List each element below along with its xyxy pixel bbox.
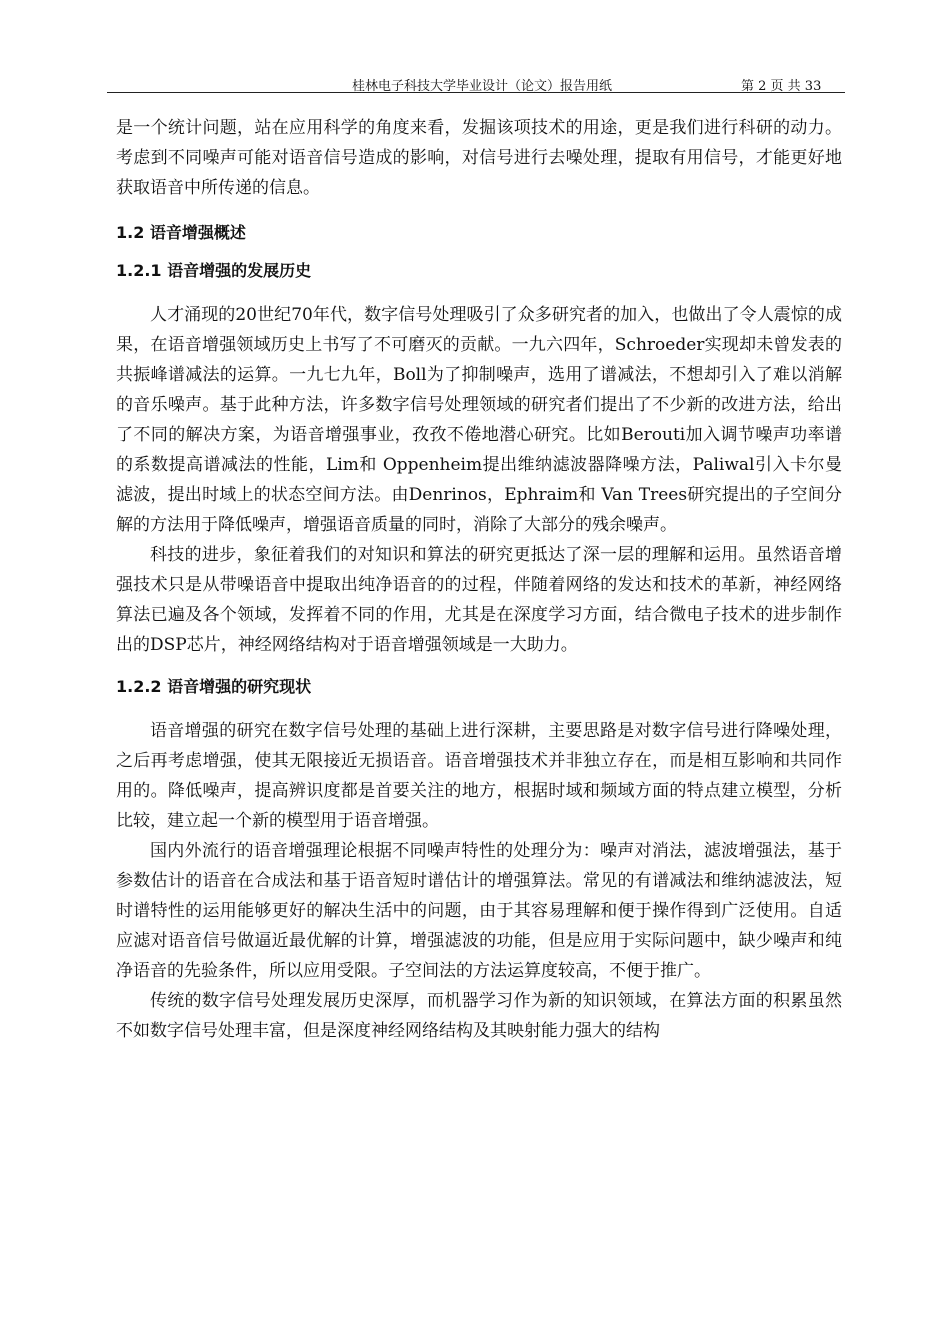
- paragraph-status-2: 国内外流行的语音增强理论根据不同噪声特性的处理分为：噪声对消法，滤波增强法，基于参数估计的语音在合成法和基于语音短时谱估计的增强算法。常见的有谱减法和维纳滤波法，短时谱特性的运用能够更好的解决生活中的问题，由于其容易理解和便于操作得到广泛使用。自适应滤对语音信号做逼近最优解的计算，增强滤波的功能，但是应用于实际问题中，缺少噪声和纯净语音的先验条件，所以应用受限。子空间法的方法运算度较高，不便于推广。: [116, 841, 842, 981]
- paragraph-history-1: 人才涌现的20世纪70年代，数字信号处理吸引了众多研究者的加入，也做出了令人震惊的成果，在语音增强领域历史上书写了不可磨灭的贡献。一九六四年，Schroeder实现却未曾发表的共振峰谱减法的运算。一九七九年，Boll为了抑制噪声，选用了谱减法，不想却引入了难以消解的音乐噪声。基于此种方法，许多数字信号处理领域的研究者们提出了不少新的改进方法，给出了不同的解决方案，为语音增强事业，孜孜不倦地潜心研究。比如Berouti加入调节噪声功率谱的系数提高谱减法的性能，Lim和 Oppenheim提出维纳滤波器降噪方法，Paliwal引入卡尔曼滤波，提出时域上的状态空间方法。由Denrinos，Ephraim和 Van Trees研究提出的子空间分解的方法用于降低噪声，增强语音质量的同时，消除了大部分的残余噪声。: [116, 305, 842, 535]
- document-body: [116, 113, 842, 1046]
- section-heading-1-2-1: 1.2.1 语音增强的发展历史: [116, 261, 312, 280]
- paragraph-status-3: 传统的数字信号处理发展历史深厚，而机器学习作为新的知识领域，在算法方面的积累虽然不如数字信号处理丰富，但是深度神经网络结构及其映射能力强大的结构: [116, 991, 842, 1041]
- paragraph-status-1: 语音增强的研究在数字信号处理的基础上进行深耕，主要思路是对数字信号进行降噪处理，之后再考虑增强，使其无限接近无损语音。语音增强技术并非独立存在，而是相互影响和共同作用的。降低噪声，提高辨识度都是首要关注的地方，根据时域和频域方面的特点建立模型，分析比较，建立起一个新的模型用于语音增强。: [116, 721, 842, 831]
- school-name: 桂林电子科技大学毕业设计（论文）报告用纸: [352, 79, 613, 94]
- section-heading-1-2: 1.2 语音增强概述: [116, 223, 246, 242]
- paragraph-intro: 是一个统计问题，站在应用科学的角度来看，发掘该项技术的用途，更是我们进行科研的动力。考虑到不同噪声可能对语音信号造成的影响，对信号进行去噪处理，提取有用信号，才能更好地获取语音中所传递的信息。: [116, 118, 842, 198]
- header-divider: [107, 92, 845, 93]
- section-heading-1-2-2: 1.2.2 语音增强的研究现状: [116, 677, 312, 696]
- paragraph-history-2: 科技的进步，象征着我们的对知识和算法的研究更抵达了深一层的理解和运用。虽然语音增强技术只是从带噪语音中提取出纯净语音的的过程，伴随着网络的发达和技术的革新，神经网络算法已遍及各个领域，发挥着不同的作用，尤其是在深度学习方面，结合微电子技术的进步制作出的DSP芯片，神经网络结构对于语音增强领域是一大助力。: [116, 545, 842, 655]
- page-number: 第 2 页 共 33: [741, 79, 822, 94]
